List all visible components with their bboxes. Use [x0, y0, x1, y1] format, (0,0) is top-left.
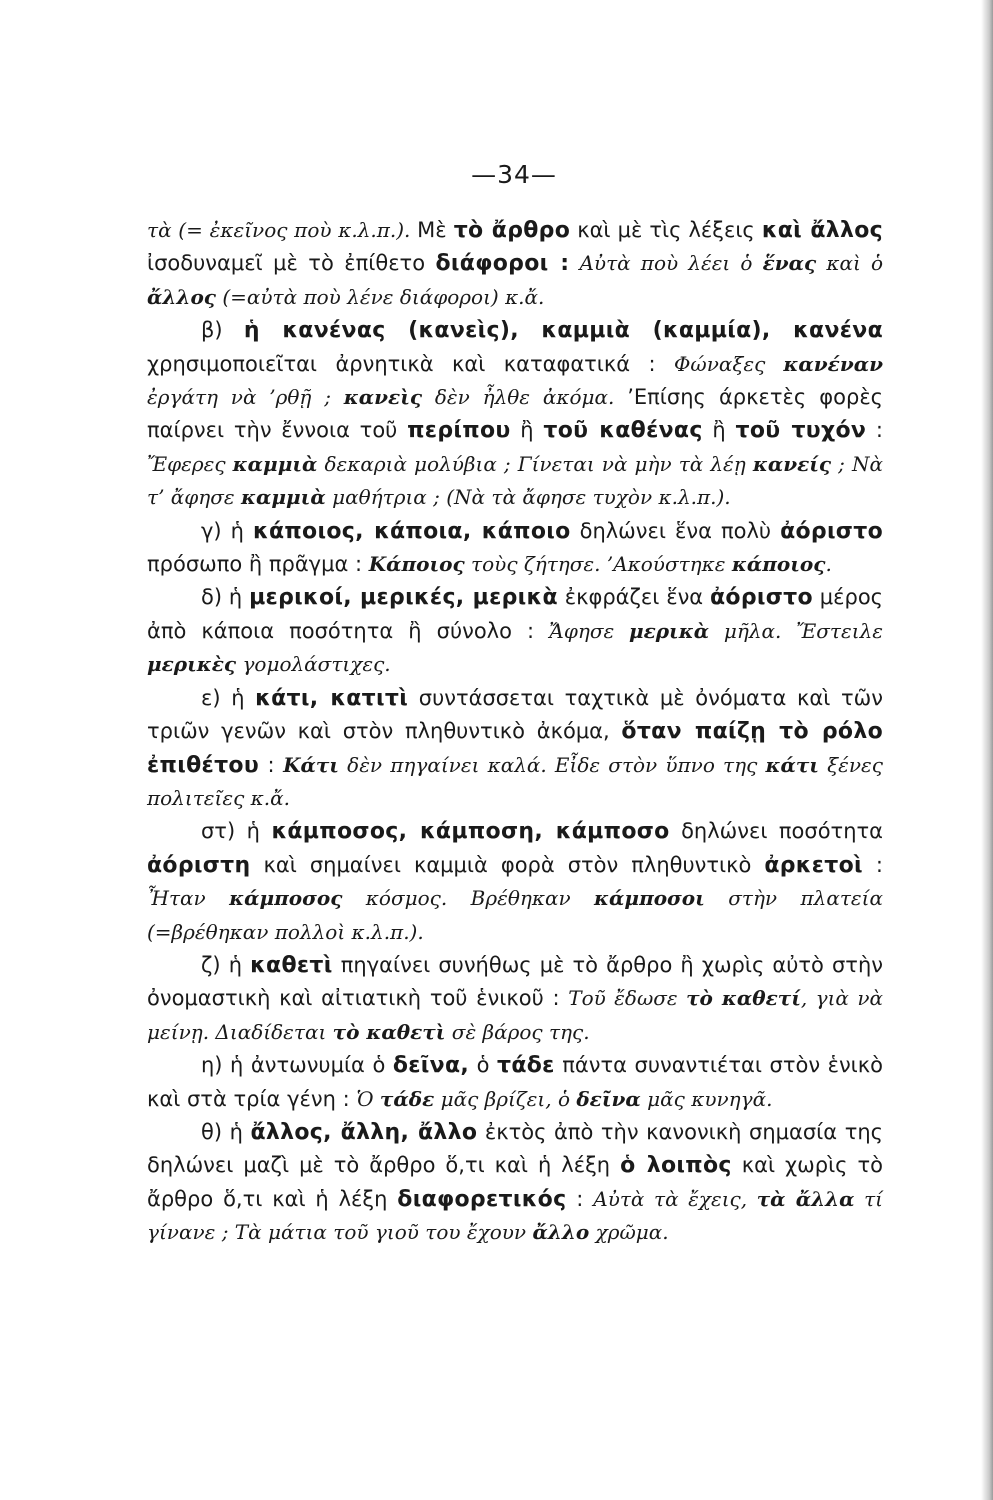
- italic-example: τὰ (= ἐκεῖνος ποὺ κ.λ.π.).: [147, 218, 418, 242]
- italic-example: σὲ βάρος της.: [445, 1019, 590, 1044]
- bold-term: ἀόριστη: [147, 852, 251, 878]
- bold-italic-example: κανεὶς: [343, 385, 423, 410]
- italic-example: Φώναξες: [674, 351, 784, 376]
- italic-example: ; Νὰ τ’ ἄφησε: [147, 451, 883, 510]
- bold-italic-example: κανείς: [752, 451, 832, 476]
- body-text-run: :: [566, 1186, 594, 1211]
- bold-italic-example: κάμποσος: [229, 886, 343, 911]
- bold-italic-example: κάποιος: [731, 552, 826, 577]
- italic-example: τοὺς ζήτησε. ’Ακούστηκε: [464, 552, 732, 577]
- body-text-run: συντάσσεται ταχτικὰ μὲ ὀνόματα καὶ τῶν τριῶν γενῶν καὶ στὸν πληθυντικὸ ἀκόμα,: [147, 685, 883, 744]
- bold-term: κάποιος, κάποια, κάποιο: [253, 518, 571, 544]
- italic-example: (=αὐτὰ ποὺ λένε διάφοροι) κ.ἄ.: [215, 284, 545, 309]
- body-text-run: χρησιμοποιεῖται ἀρνητικὰ καὶ καταφατικά :: [147, 351, 675, 376]
- body-text-run: ἢ: [702, 418, 736, 443]
- page-number-label: —34—: [471, 160, 557, 189]
- bold-italic-example: κανέναν: [783, 351, 883, 376]
- italic-example: Τοῦ ἔδωσε: [568, 986, 687, 1011]
- italic-example: μαθήτρια ; (Νὰ τὰ ἄφησε τυχὸν κ.λ.π.).: [325, 485, 731, 510]
- body-text-run: θ) ἡ: [201, 1119, 251, 1144]
- bold-italic-example: τὸ καθετὶ: [332, 1019, 446, 1044]
- bold-italic-example: ἄλλο: [532, 1220, 590, 1245]
- bold-italic-example: κάτι: [765, 752, 819, 777]
- bold-term: διάφοροι :: [435, 251, 570, 277]
- italic-example: δὲν πηγαίνει καλά. Εἶδε στὸν ὕπνο της: [338, 752, 766, 777]
- body-text-run: η) ἡ ἀντωνυμία ὁ: [201, 1053, 393, 1078]
- body-text-run: μέρος ἀπὸ κάποια ποσότητα ἢ σύνολο :: [147, 585, 884, 643]
- bold-italic-example: τὰ ἄλλα: [756, 1186, 855, 1211]
- body-text-run: στ) ἡ: [201, 819, 272, 844]
- body-text-run: δηλώνει ποσότητα: [669, 819, 883, 844]
- italic-example: στὴν πλατεία (=βρέθηκαν πολλοὶ κ.λ.π.).: [147, 886, 883, 944]
- body-text-run: ζ) ἡ: [201, 952, 251, 977]
- body-text-run: καὶ μὲ τὶς λέξεις: [570, 218, 762, 242]
- italic-example: Ἔφερες: [147, 451, 233, 476]
- bold-italic-example: ἕνας: [762, 251, 817, 276]
- bold-italic-example: δεῖνα: [576, 1086, 641, 1111]
- body-text-run: :: [862, 852, 883, 877]
- italic-example: .: [825, 552, 832, 577]
- bold-term: καὶ ἄλλος: [761, 218, 883, 243]
- paragraph: [147, 1116, 883, 1250]
- bold-term: ὁ λοιπὸς: [620, 1153, 732, 1179]
- body-text-run: καὶ χωρὶς τὸ ἄρθρο ὅ,τι καὶ ἡ λέξη: [147, 1153, 883, 1211]
- bold-italic-example: τὸ καθετί: [686, 986, 801, 1011]
- bold-term: δεῖνα,: [392, 1053, 470, 1079]
- body-text-run: δηλώνει ἕνα πολὺ: [570, 518, 781, 543]
- bold-italic-example: κάμποσοι: [594, 886, 705, 911]
- body-text-run: ἐκφράζει ἕνα: [557, 585, 710, 610]
- page-edge-shadow: [981, 0, 993, 1500]
- body-text-run: ’Επίσης άρκετὲς φορὲς παίρνει τὴν ἔννοια τοῦ: [147, 385, 884, 443]
- paragraph: [147, 314, 883, 514]
- body-text-run: β): [201, 318, 244, 343]
- body-text-run: πρόσωπο ἢ πρᾶγμα :: [147, 552, 369, 577]
- paragraph: [147, 949, 883, 1049]
- body-text-run: δ) ἡ: [201, 585, 250, 610]
- bold-italic-example: καμμιὰ: [241, 485, 326, 510]
- body-text-run: ἰσοδυναμεῖ μὲ τὸ ἐπίθετο: [147, 251, 436, 276]
- italic-example: χρῶμα.: [589, 1220, 669, 1245]
- bold-italic-example: καμμιὰ: [232, 451, 318, 476]
- bold-term: τάδε: [497, 1053, 555, 1079]
- italic-example: , γιὰ νὰ μείνῃ. Διαδίδεται: [147, 986, 883, 1044]
- bold-italic-example: μερικὰ: [628, 618, 710, 643]
- bold-term: τοῦ καθένας: [543, 418, 703, 444]
- bold-italic-example: Κάτι: [283, 752, 339, 777]
- italic-example: γομολάστιχες.: [236, 652, 391, 677]
- paragraph: [147, 1049, 883, 1116]
- bold-italic-example: ἄλλος: [147, 284, 216, 309]
- bold-italic-example: μερικὲς: [147, 652, 237, 677]
- italic-example: τί γίνανε ; Τὰ μάτια τοῦ γιοῦ του ἔχουν: [147, 1186, 883, 1245]
- italic-example: μᾶς κυνηγᾶ.: [640, 1086, 773, 1111]
- italic-example: ἐργάτη νὰ ’ρθῇ ;: [147, 385, 344, 410]
- bold-term: τὸ ἄρθρο: [453, 218, 571, 243]
- bold-term: μερικοί, μερικές, μερικὰ: [249, 585, 558, 611]
- body-text-run: πάντα συναντιέται στὸν ἑνικὸ καὶ στὰ τρία γένη :: [147, 1053, 884, 1111]
- italic-example: δεκαριὰ μολύβια ; Γίνεται νὰ μὴν τὰ λέῃ: [317, 451, 753, 476]
- italic-example: Αὐτὰ τὰ ἔχεις,: [593, 1186, 757, 1211]
- body-text-run: ε) ἡ: [201, 685, 256, 710]
- body-text-run: ἢ: [510, 418, 544, 443]
- italic-example: μῆλα. Ἔστειλε: [709, 618, 883, 643]
- italic-example: Ἄφησε: [549, 618, 629, 643]
- bold-term: διαφορετικός: [397, 1186, 567, 1212]
- italic-example: δὲν ἦλθε ἀκόμα.: [422, 385, 628, 410]
- bold-term: ἀόριστο: [780, 518, 883, 544]
- bold-term: ἡ κανένας (κανεὶς), καμμιὰ (καμμία), κανένα: [243, 318, 883, 344]
- bold-term: κάμποσος, κάμποση, κάμποσο: [271, 819, 670, 845]
- bold-term: ἄλλος, ἄλλη, ἄλλο: [250, 1119, 478, 1145]
- body-text-run: πηγαίνει συνήθως μὲ τὸ ἄρθρο ἢ χωρὶς αὐτὸ στὴν ὀνομαστικὴ καὶ αἰτιατικὴ τοῦ ἑνικοῦ :: [147, 952, 883, 1011]
- bold-term: ὅταν παίζῃ τὸ ρόλο ἐπιθέτου: [147, 719, 883, 778]
- body-text-run: Μὲ: [417, 218, 454, 242]
- body-text-run: ὁ: [469, 1053, 497, 1078]
- bold-italic-example: τάδε: [379, 1086, 435, 1111]
- paragraph: [147, 515, 883, 582]
- italic-example: Ἦταν: [147, 886, 230, 911]
- body-text-run: καὶ σημαίνει καμμιὰ φορὰ στὸν πληθυντικὸ: [250, 852, 765, 877]
- italic-example: Ὁ: [356, 1086, 380, 1111]
- bold-term: ἀόριστο: [710, 585, 813, 611]
- body-text-run: :: [259, 752, 284, 777]
- italic-example: Αὐτὰ ποὺ λέει ὁ: [569, 251, 763, 276]
- italic-example: καὶ ὁ: [816, 251, 884, 276]
- paragraph: [147, 214, 883, 314]
- paragraph: [147, 581, 883, 681]
- paragraph: [147, 815, 883, 949]
- bold-term: καθετὶ: [250, 952, 333, 978]
- body-text: [147, 214, 883, 1250]
- body-text-run: ἐκτὸς ἀπὸ τὴν κανονικὴ σημασία της δηλώνει μαζὶ μὲ τὸ ἄρθρο ὅ,τι καὶ ἡ λέξη: [147, 1119, 883, 1178]
- italic-example: κόσμος. Βρέθηκαν: [342, 886, 595, 911]
- bold-term: ἀρκετοὶ: [764, 852, 863, 878]
- page-number: [0, 160, 993, 189]
- bold-italic-example: Κάποιος: [368, 552, 465, 577]
- italic-example: μᾶς βρίζει, ὁ: [434, 1086, 577, 1111]
- bold-term: κάτι, κατιτὶ: [255, 685, 409, 711]
- body-text-run: γ) ἡ: [201, 518, 254, 543]
- paragraph: [147, 682, 883, 816]
- body-text-run: :: [866, 418, 883, 443]
- bold-term: περίπου: [407, 418, 511, 444]
- italic-example: ξένες πολιτεῖες κ.ἄ.: [147, 752, 883, 810]
- bold-term: τοῦ τυχόν: [735, 418, 867, 444]
